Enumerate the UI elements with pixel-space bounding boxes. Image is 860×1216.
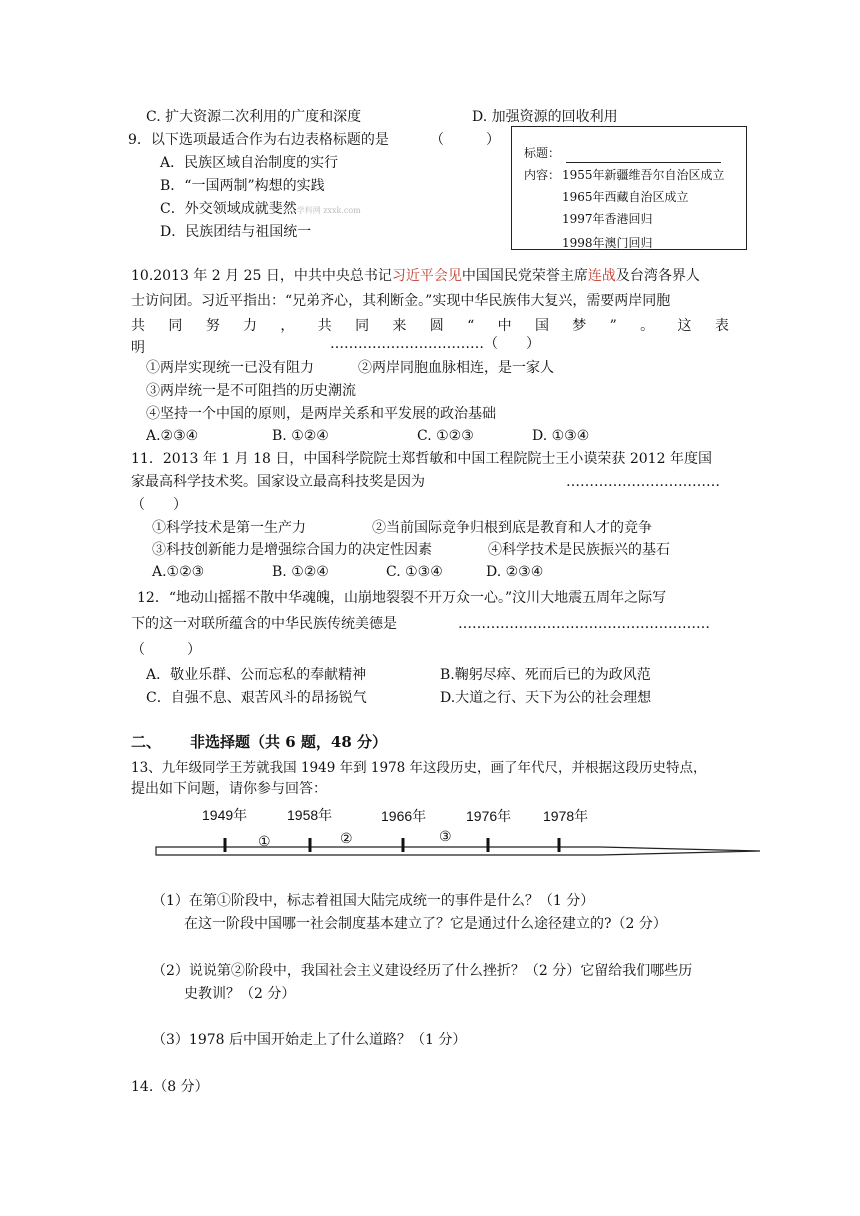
q14-heading: 14.（8 分） — [131, 1079, 209, 1095]
q9-box-title-row: 标题： — [524, 143, 721, 163]
q10-line-3-char: 同 — [355, 318, 370, 334]
q13-sub-1a: （1）在第①阶段中，标志着祖国大陆完成统一的事件是什么？（1 分） — [152, 893, 595, 909]
q12-dots: ……………………………………………… — [458, 616, 710, 632]
q10-line-3-char: 来 — [392, 318, 407, 334]
q11-option-b: B. ①②④ — [272, 564, 329, 580]
stage-label-3: ③ — [439, 829, 452, 845]
q10-line-3-char: 这 — [677, 318, 692, 334]
q10-line-3-char: 梦 — [572, 318, 587, 334]
q13-sub-2a: （2）说说第②阶段中，我国社会主义建设经历了什么挫折？（2 分）它留给我们哪些历 — [152, 963, 693, 979]
stage-label-1: ① — [258, 834, 271, 850]
q10-line-3-char: 力 — [243, 318, 258, 334]
q10-line-1: 10.2013 年 2 月 25 日，中共中央总书记习近平会见中国国民党荣誉主席连战及台湾各界人 — [131, 268, 700, 284]
q11-option-a: A.①②③ — [152, 564, 205, 580]
q10-option-d: D. ①③④ — [532, 428, 590, 444]
q11-option-d: D. ②③④ — [486, 564, 544, 580]
q9-option-a: A．民族区域自治制度的实行 — [160, 155, 339, 171]
q13-line-1: 13、九年级同学王芳就我国 1949 年到 1978 年这段历史，画了年代尺，并根据这段历史特点， — [131, 760, 707, 776]
q12-answer-paren: （ ） — [131, 642, 201, 658]
q12-option-b: B.鞠躬尽瘁、死而后已的为政风范 — [440, 667, 651, 683]
q8-option-c: C. 扩大资源二次利用的广度和深度 — [146, 109, 362, 125]
q11-statement-2: ②当前国际竞争归根到底是教育和人才的竞争 — [372, 520, 652, 536]
q11-option-c: C. ①③④ — [386, 564, 443, 580]
q10-line-3-char: ， — [280, 318, 295, 334]
q11-statement-1: ①科学技术是第一生产力 — [152, 520, 306, 536]
q9-box-item-3: 1997年香港回归 — [562, 212, 653, 226]
q12-option-a: A．敬业乐群、公而忘私的奉献精神 — [146, 667, 367, 683]
q9-box-item-2: 1965年西藏自治区成立 — [562, 190, 689, 204]
q10-statement-2: ②两岸同胞血脉相连，是一家人 — [358, 360, 554, 376]
q10-line-3-char: 国 — [534, 318, 549, 334]
q8-option-d: D. 加强资源的回收利用 — [472, 109, 618, 125]
q10-statement-3: ③两岸统一是不可阻挡的历史潮流 — [146, 383, 356, 399]
year-label-1976: 1976年 — [466, 808, 512, 824]
q10-option-b: B. ①②④ — [272, 428, 329, 444]
q10-option-c: C. ①②③ — [417, 428, 474, 444]
stage-label-2: ② — [340, 831, 353, 847]
q12-option-c: C．自强不息、艰苦风斗的昂扬锐气 — [146, 690, 367, 706]
q10-dots: ……………………………（ ） — [330, 336, 540, 352]
q9-option-d: D．民族团结与祖国统一 — [160, 224, 312, 240]
q11-statement-4: ④科学技术是民族振兴的基石 — [488, 542, 670, 558]
watermark: 学科网 zxxk.com — [296, 206, 361, 215]
q10-statement-4: ④坚持一个中国的原则，是两岸关系和平发展的政治基础 — [146, 406, 496, 422]
year-label-1966: 1966年 — [381, 808, 427, 824]
q13-line-2: 提出如下问题，请你参与回答： — [131, 781, 327, 797]
q10-line-3-char: ” — [609, 318, 617, 334]
q10-line-2: 士访问团。习近平指出：“兄弟齐心，其利断金。”实现中华民族伟大复兴，需要两岸同胞 — [131, 293, 671, 309]
q10-line-4: 明 — [131, 340, 145, 356]
q10-line-3-char: 共 — [131, 318, 145, 334]
q13-sub-2b: 史教训？（2 分） — [184, 986, 296, 1002]
q12-line-2: 下的这一对联所蕴含的中华民族传统美德是 — [131, 616, 397, 632]
year-label-1978: 1978年 — [543, 808, 589, 824]
q10-line-3-char: “ — [467, 318, 475, 334]
q10-line-3-char: 表 — [714, 318, 729, 334]
q10-line-3-char: 努 — [205, 318, 220, 334]
q9-option-b: B．“一国两制”构想的实践 — [160, 178, 325, 194]
q9-option-c: C．外交领域成就斐然学科网 zxxk.com — [160, 201, 361, 217]
q11-dots: …………………………… — [566, 474, 720, 490]
q12-option-d: D.大道之行、天下为公的社会理想 — [440, 690, 652, 706]
section-2-number: 二、 — [131, 733, 162, 751]
q10-highlight-1: 习近平会见 — [391, 268, 462, 284]
q9-answer-paren: （ ） — [430, 132, 500, 148]
q11-line-1: 11．2013 年 1 月 18 日，中国科学院院士郑哲敏和中国工程院院士王小谟荣获 2012 年度国 — [131, 451, 712, 467]
q10-line-3-char: 中 — [497, 318, 512, 334]
q9-box-item-1: 1955年新疆维吾尔自治区成立 — [562, 168, 725, 182]
q9-box-content-label: 内容： — [524, 168, 561, 182]
q11-line-2: 家最高科学技术奖。国家设立最高科技奖是因为 — [131, 474, 425, 490]
q13-sub-3: （3）1978 后中国开始走上了什么道路？（1 分） — [152, 1032, 467, 1048]
q10-statement-1: ①两岸实现统一已没有阻力 — [146, 360, 314, 376]
q10-line-3-char: 圆 — [429, 318, 444, 334]
q9-table-box — [511, 126, 747, 250]
q11-statement-3: ③科技创新能力是增强综合国力的决定性因素 — [152, 542, 432, 558]
q10-highlight-2: 连战 — [587, 268, 616, 284]
q10-line-3-char: 同 — [168, 318, 183, 334]
section-2-title: 非选择题（共 6 题，48 分） — [190, 733, 387, 751]
q10-line-3 — [131, 316, 729, 336]
year-label-1958: 1958年 — [287, 807, 333, 823]
title-blank — [566, 148, 721, 163]
timeline-arrow — [156, 847, 760, 855]
q10-line-3-char: 。 — [640, 318, 655, 334]
q11-answer-paren: （ ） — [131, 497, 187, 513]
q12-line-1: 12．“地动山摇摇不散中华魂魄，山崩地裂裂不开万众一心。”汶川大地震五周年之际写 — [137, 590, 667, 606]
year-label-1949: 1949年 — [202, 807, 248, 823]
q9-box-item-4: 1998年澳门回归 — [562, 236, 653, 250]
q10-line-3-char: 共 — [317, 318, 332, 334]
q13-sub-1b: 在这一阶段中国哪一社会制度基本建立了？它是通过什么途径建立的?（2 分） — [184, 916, 667, 932]
q10-option-a: A.②③④ — [146, 428, 199, 444]
q9-stem: 9．以下选项最适合作为右边表格标题的是 — [128, 132, 389, 148]
